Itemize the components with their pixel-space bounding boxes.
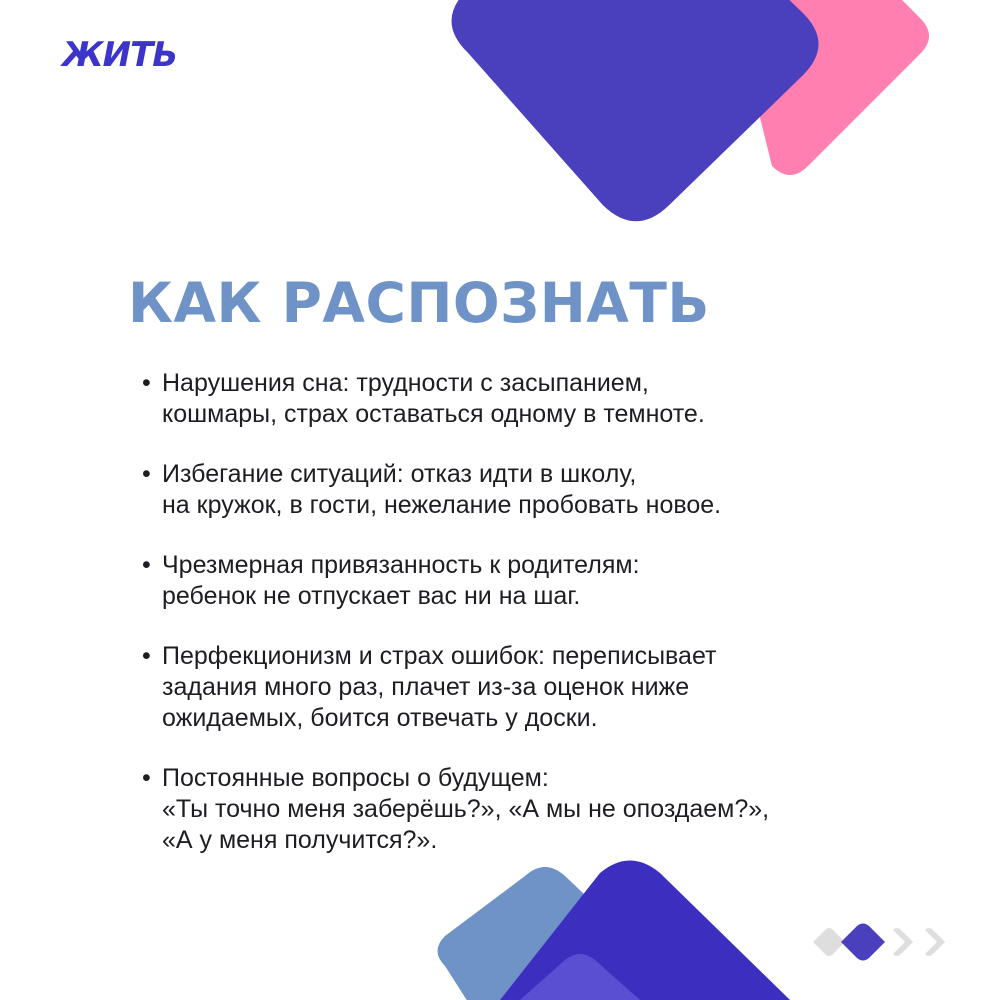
page-dot-4-icon xyxy=(925,928,945,956)
bullet-dot-icon: • xyxy=(142,764,151,792)
indigo-diamond-shape xyxy=(452,0,819,221)
brand-logo: ЖИТЬ xyxy=(62,35,178,75)
list-item-line: Перфекционизм и страх ошибок: переписывает xyxy=(162,642,717,670)
list-item-line: «А у меня получится?». xyxy=(162,826,438,854)
list-item-line: кошмары, страх оставаться одному в темноте. xyxy=(162,400,705,428)
list-item-line: ребенок не отпускает вас ни на шаг. xyxy=(162,582,581,610)
pagination-indicator[interactable] xyxy=(805,915,965,970)
list-item xyxy=(142,368,922,430)
bullet-dot-icon: • xyxy=(142,642,151,670)
list-item xyxy=(142,550,922,612)
bullet-dot-icon: • xyxy=(142,551,151,579)
list-item-line: ожидаемых, боится отвечать у доски. xyxy=(162,704,598,732)
list-item-line: «Ты точно меня заберёшь?», «А мы не опоздаем?», xyxy=(162,795,770,823)
list-item xyxy=(142,459,922,521)
list-item xyxy=(142,641,922,734)
page-title: КАК РАСПОЗНАТЬ xyxy=(128,271,710,335)
bullet-dot-icon: • xyxy=(142,460,151,488)
list-item-line: задания много раз, плачет из-за оценок ниже xyxy=(162,673,690,701)
page-dot-2-icon xyxy=(841,924,885,961)
page-dot-3-icon xyxy=(893,928,913,956)
list-item-line: Избегание ситуаций: отказ идти в школу, xyxy=(162,460,637,488)
bullet-dot-icon: • xyxy=(142,369,151,397)
list-item-line: на кружок, в гости, нежелание пробовать новое. xyxy=(162,491,722,519)
page-dot-1-icon xyxy=(813,928,845,956)
list-item-line: Нарушения сна: трудности с засыпанием, xyxy=(162,369,649,397)
symptom-list xyxy=(142,368,922,885)
list-item-line: Постоянные вопросы о будущем: xyxy=(162,764,549,792)
list-item xyxy=(142,763,922,856)
list-item-line: Чрезмерная привязанность к родителям: xyxy=(162,551,640,579)
